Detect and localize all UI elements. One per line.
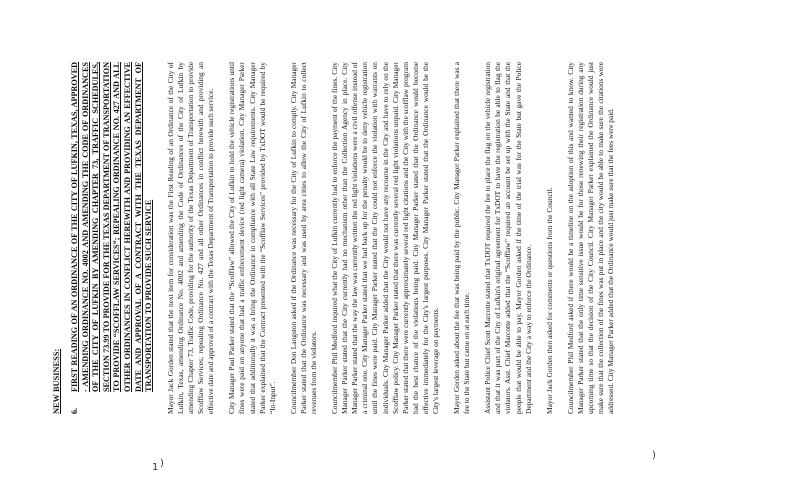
paragraph-mayor-intro: Mayor Jack Gorden stated that the next item for consideration was the First Reading of an Ordinance of the City of Lufkin, Texas, amending Ordinance No. 4002 and amending the Code of Ordinances of the City of Lufkin by amending Chapter 73, Traffic Code, providing for the authority of the Texas Department of Transportation to provide Scofflaw Services; repealing Ordinance No. 427 and all other Ordinances in conflict herewith and providing an effective date and approval of a contract with the Texas Department of Transportation to provide such service. bbox=[165, 62, 216, 414]
paragraph-mayor-comments: Mayor Jack Gorden then asked for comments or questions from the Council. bbox=[544, 187, 554, 414]
paragraph-police-chief: Assistant Police Chief Scott Marcotte stated that TxDOT required the fee to place the flag on the vehicle registration and that it was part of the City of Lufkin's original agreement for TxDOT to have the registration be able to flag the violators. Asst. Chief Marcotte added that the “Scofflaw” required an account be set up with the State and that the people that would be able to pay. Mayor Gorden asked if the time of the trial was for the State but gave the Police Department and the City a way to enforce the Ordinance. bbox=[483, 62, 533, 414]
paragraph-langston: Councilmember Don Langston asked if the Ordinance was necessary for the City of Lufkin to comply. City Manager Parker stated that the Ordinance was necessary and was used by area cities to allow the City of Lufkin to collect revenues from the violators. bbox=[288, 62, 318, 414]
agenda-item-title: FIRST READING OF AN ORDINANCE OF THE CITY OF LUFKIN, TEXAS, APPROVED - AMENDING ORDINANCE NO. 4002 AND AMENDING THE CODE OF ORDINANCES OF THE CITY OF LUFKIN BY AMENDING CHAPTER 73, TRAFFIC SCHEDULES, SECTION 73.99 TO PROVIDE FOR THE TEXAS DEPARTMENT OF TRANSPORTATION TO PROVIDE “SCOFFLAW SERVICES”; REPEALING ORDINANCE NO. 427 AND ALL OTHER ORDINANCES IN CONFLICT HEREWITH AND PROVIDING AN EFFECTIVE DATE AND APPROVAL OF A CONTRACT WITH THE TEXAS DEPARTMENT OF TRANSPORTATION TO PROVIDE SUCH SERVICE bbox=[70, 62, 154, 392]
paragraph-mayor-fee: Mayor Gorden asked about the fee that was being paid by the public. City Manager Parker explained that there was a fee to the State but came on at each time. bbox=[452, 62, 472, 414]
paragraph-medford-timeline: Councilmember Phil Medford asked if there would be a timeline on the adoption of this and wanted to know. City Manager Parker stated that the only time sensitive issue would be for those renewing their registration during any upcoming time so that the decision of the City Council. City Manager Parker explained the Ordinance would just make sure that the collection of the fines was put in place and the city would be able to make sure the citations were addressed. City Manager Parker added that the Ordinance would just make sure that the fees were paid. bbox=[565, 62, 616, 414]
paragraph-medford-inquiry: Councilmember Phil Medford inquired what the City of Lufkin currently had to enforce the payment of the fines. City Manager Parker stated that the City currently had no mechanism other than the Collection Agency in place. City Manager Parker stated that the way the law was currently written the red light violations were a civil offense instead of a criminal one. City Manager Parker stated that we had back up for the penalty would be to deny vehicle registration until the fines were paid. City Manager Parker stated that the City could not enforce the violation with warrants on individuals. City Manager Parker added that the City would not have any recourse in the City and have to rely on the Scofflaw policy. City Manager Parker stated that there was currently several red light violations unpaid. City Manager Parker stated that there were currently approximately several red light citations and the City with the scofflaw program had the best chance of the violations being paid. City Manager Parker stated that the Ordinance would become effective immediately for the City's largest purposes. City Manager Parker stated that the Ordinance would be the City's largest leverage on payments. bbox=[330, 62, 440, 414]
agenda-item bbox=[70, 62, 155, 414]
paragraph-city-manager: City Manager Paul Parker stated that the “Scofflaw” allowed the City of Lufkin to hold the vehicle registrations until fines were paid on anyone that had a traffic enforcement device (red light camera) violation. City Manager Parker stated that additionally it was a bring the Ordinance in compliance with all State Law requirements. City Manager Parker explained that the Contract presented with the “Scofflaw Services” provided by TxDOT would be required by “In-Input”. bbox=[227, 62, 277, 414]
margin-mark: 1 bbox=[152, 462, 159, 473]
margin-mark: ) bbox=[652, 450, 656, 461]
agenda-item-number: 6. bbox=[70, 407, 80, 414]
section-heading: NEW BUSINESS: bbox=[52, 348, 61, 414]
margin-mark: ) bbox=[160, 458, 164, 469]
